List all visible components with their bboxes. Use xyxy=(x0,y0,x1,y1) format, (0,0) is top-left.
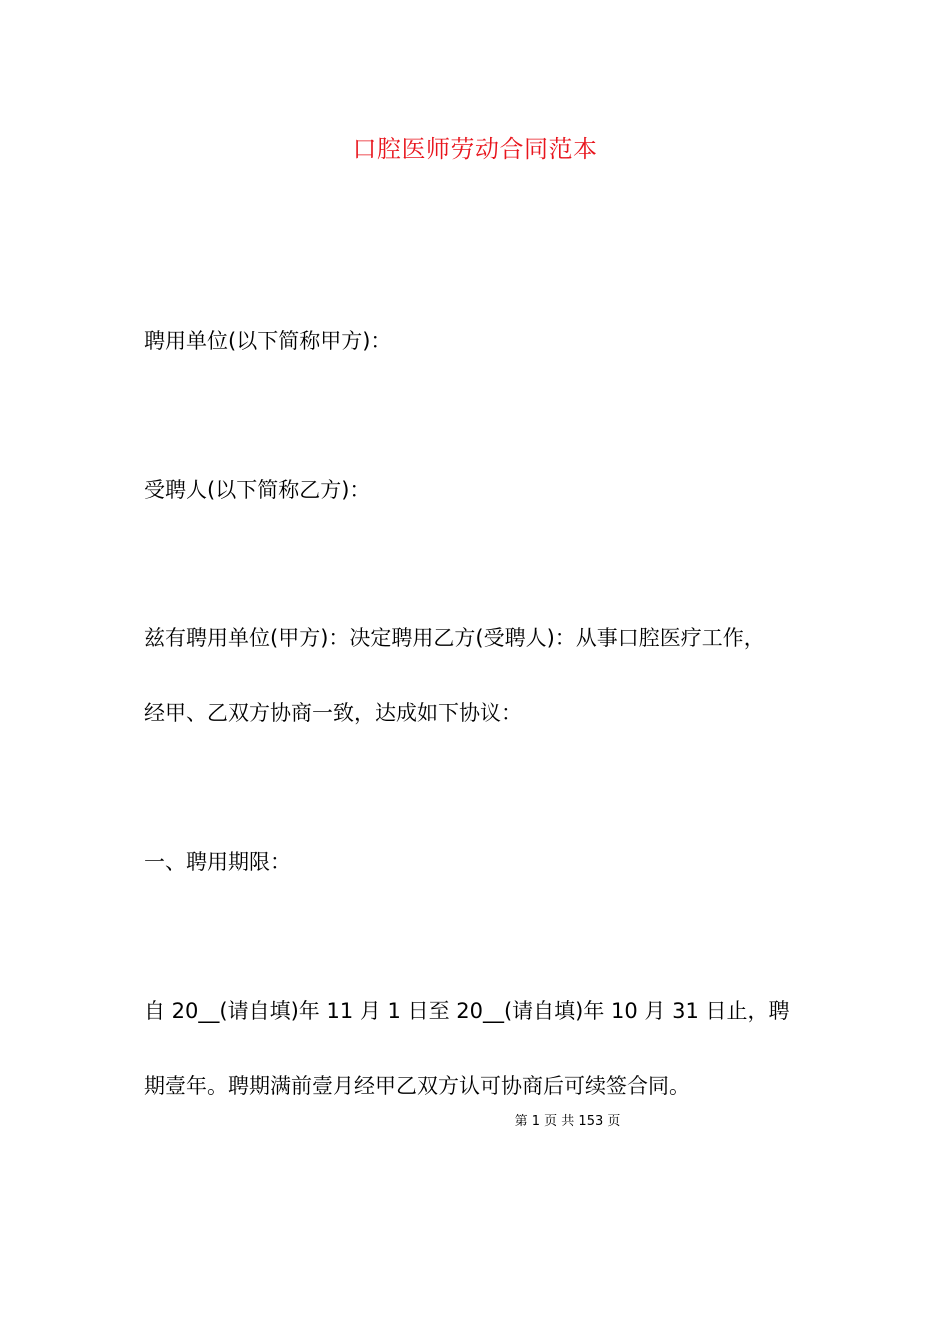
employer-line: 聘用单位(以下简称甲方)： xyxy=(144,329,392,353)
section-1-heading: 一、聘用期限： xyxy=(144,850,291,874)
employee-line: 受聘人(以下简称乙方)： xyxy=(144,478,371,502)
intro-paragraph-line-2: 经甲、乙双方协商一致，达成如下协议： xyxy=(144,701,522,725)
term-paragraph-line-1: 自 20__(请自填)年 11 月 1 日至 20__(请自填)年 10 月 31 日止，聘 xyxy=(144,999,790,1023)
page-number-footer: 第 1 页 共 153 页 xyxy=(514,1114,621,1129)
intro-paragraph-line-1: 兹有聘用单位(甲方)：决定聘用乙方(受聘人)：从事口腔医疗工作， xyxy=(144,626,765,650)
term-paragraph-line-2: 期壹年。聘期满前壹月经甲乙双方认可协商后可续签合同。 xyxy=(144,1074,690,1098)
document-title: 口腔医师劳动合同范本 xyxy=(352,135,598,163)
